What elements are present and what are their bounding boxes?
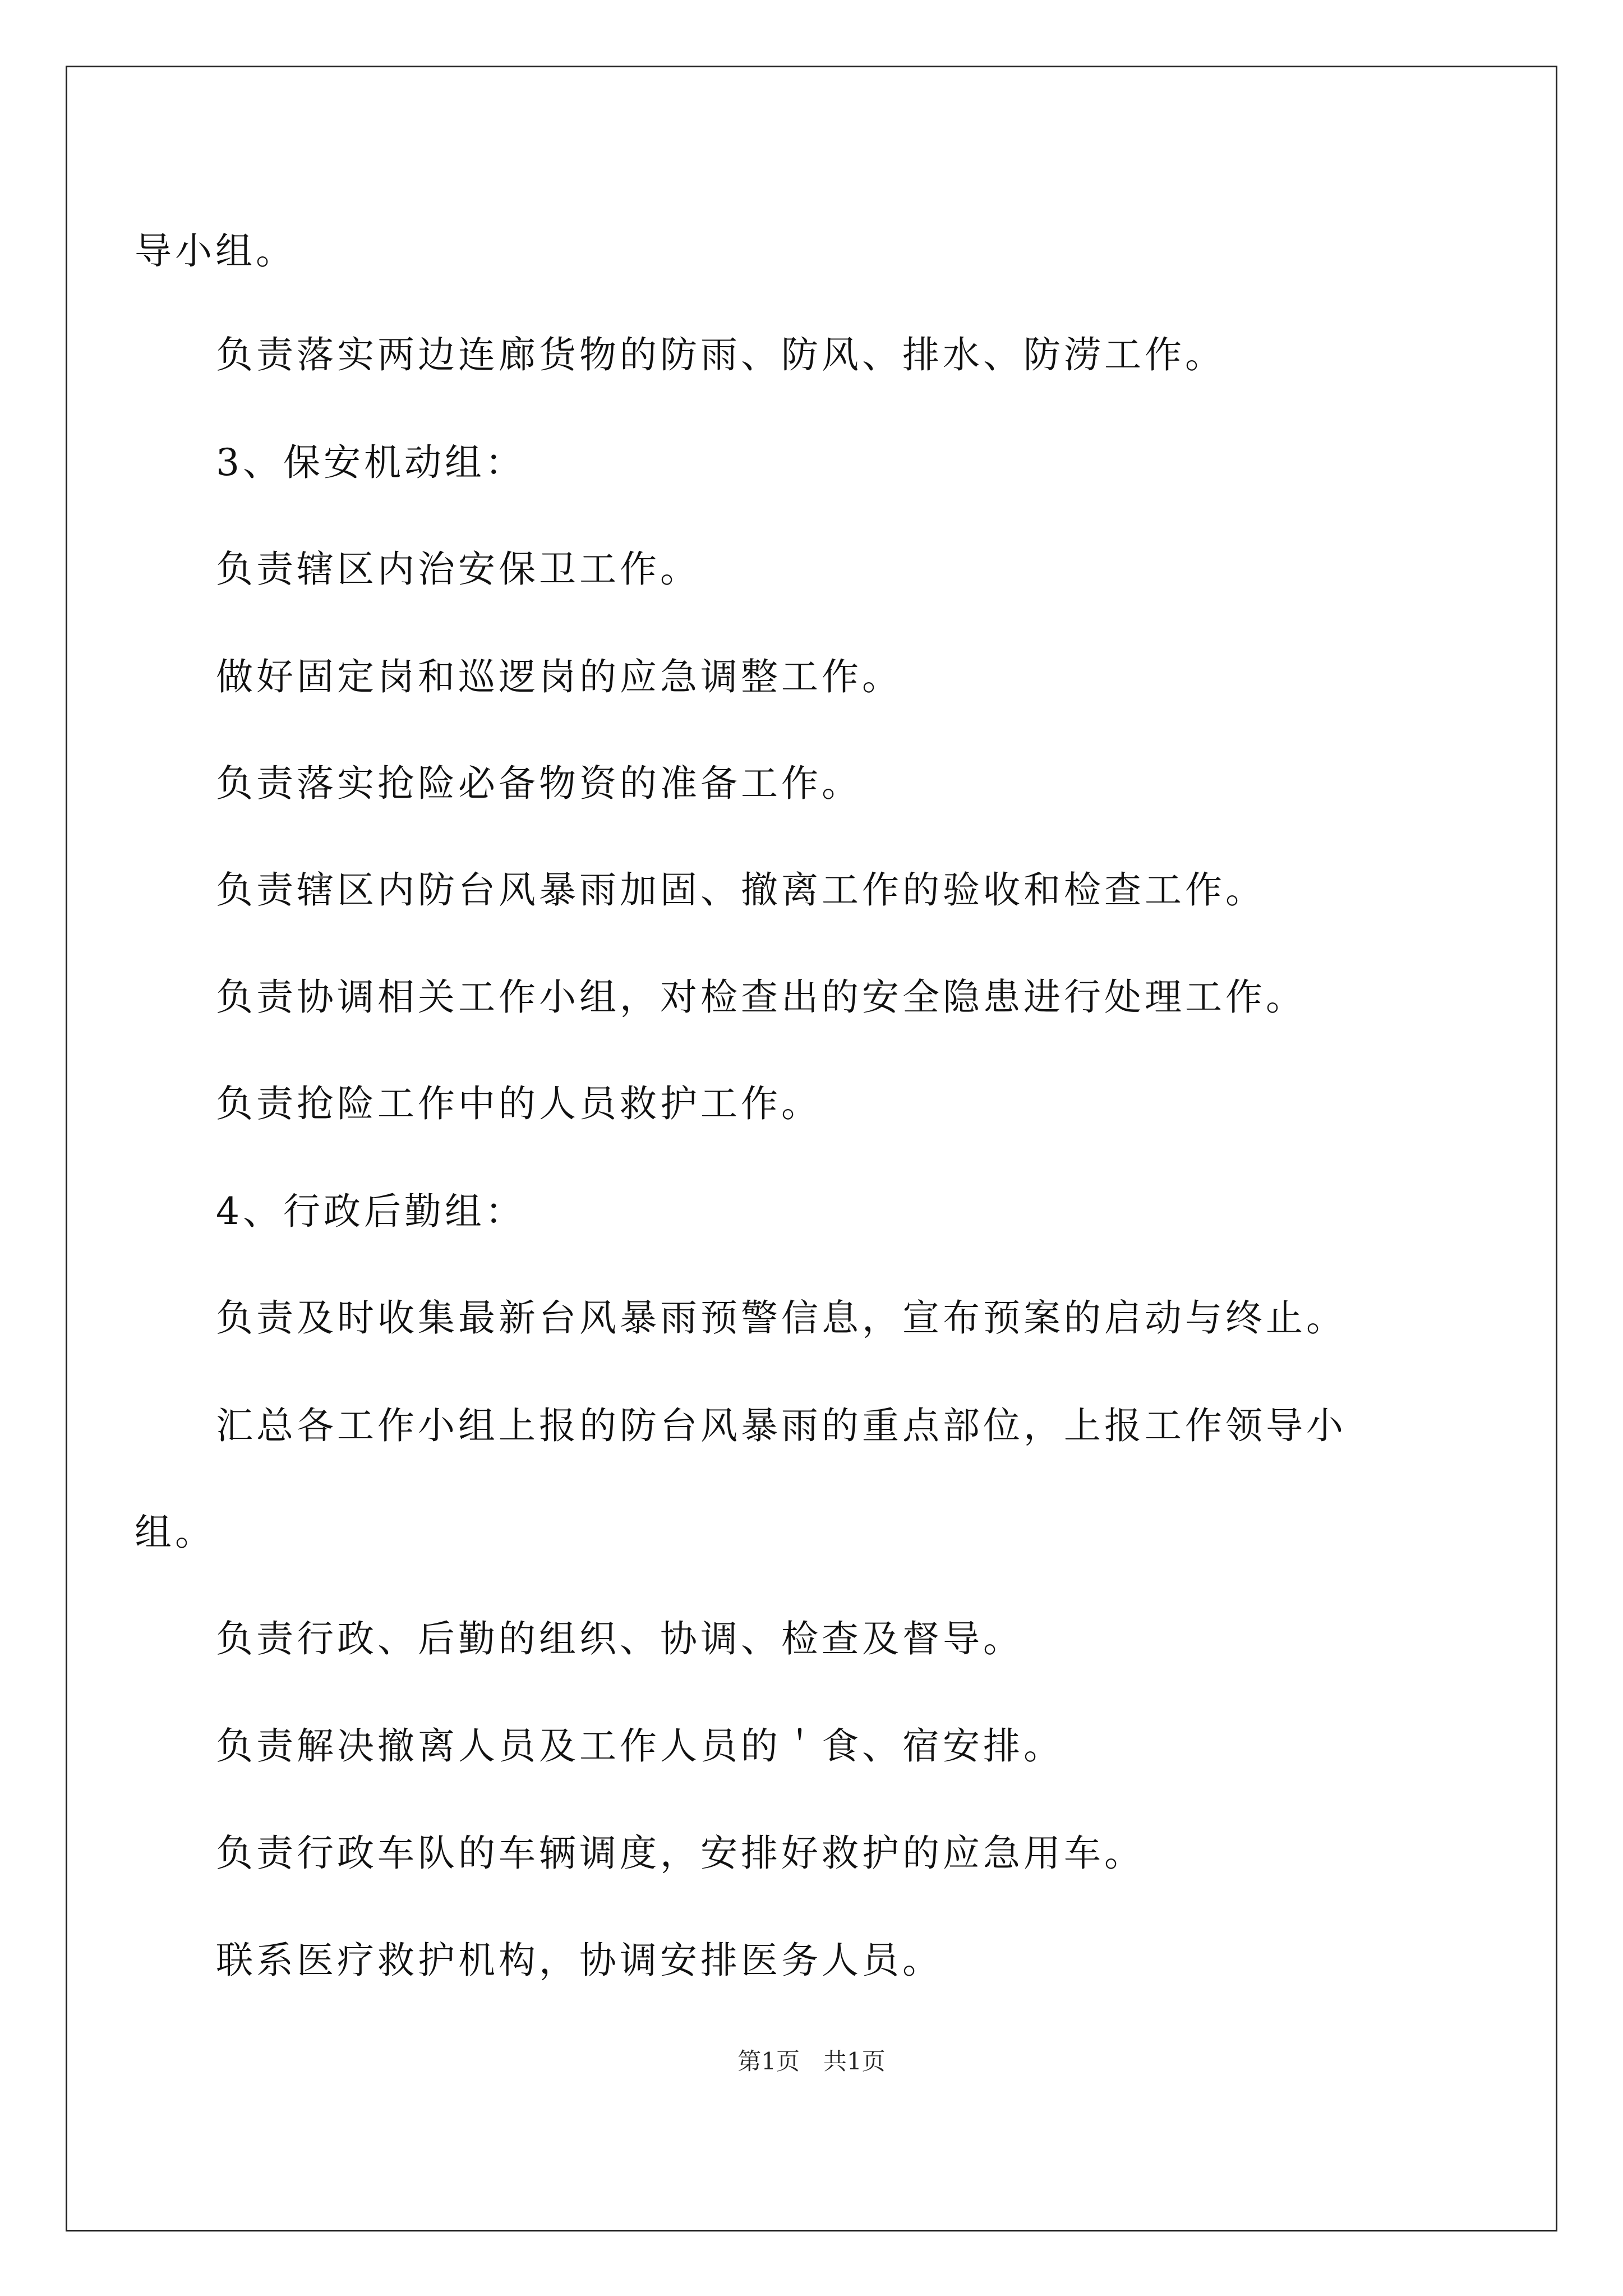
text-line: 负责辖区内防台风暴雨加固、撤离工作的验收和检查工作。 xyxy=(216,868,1266,912)
text-line: 汇总各工作小组上报的防台风暴雨的重点部位，上报工作领导小 xyxy=(216,1404,1347,1447)
text-line: 负责辖区内治安保卫工作。 xyxy=(216,547,700,591)
text-line: 负责行政、后勤的组织、协调、检查及督导。 xyxy=(216,1617,1023,1660)
text-line: 负责及时收集最新台风暴雨预警信息，宣布预案的启动与终止。 xyxy=(216,1296,1347,1340)
text-line: 做好固定岗和巡逻岗的应急调整工作。 xyxy=(216,655,902,698)
text-line: 负责落实两边连廊货物的防雨、防风、排水、防涝工作。 xyxy=(216,333,1225,376)
page-footer: 第1页 共1页 xyxy=(737,2047,886,2075)
text-line: 负责抢险工作中的人员救护工作。 xyxy=(216,1082,822,1125)
text-line: 负责落实抢险必备物资的准备工作。 xyxy=(216,762,862,805)
text-line: 负责协调相关工作小组，对检查出的安全隐患进行处理工作。 xyxy=(216,976,1306,1019)
section-heading: 4、行政后勤组： xyxy=(216,1190,525,1233)
page-border xyxy=(66,66,1557,2231)
text-line: 导小组。 xyxy=(135,229,296,273)
text-line: 组。 xyxy=(135,1511,215,1554)
text-line: 负责解决撤离人员及工作人员的＇食、宿安排。 xyxy=(216,1724,1064,1768)
text-line: 联系医疗救护机构，协调安排医务人员。 xyxy=(216,1939,943,1982)
text-line: 负责行政车队的车辆调度，安排好救护的应急用车。 xyxy=(216,1832,1145,1875)
section-heading: 3、保安机动组： xyxy=(216,441,525,484)
